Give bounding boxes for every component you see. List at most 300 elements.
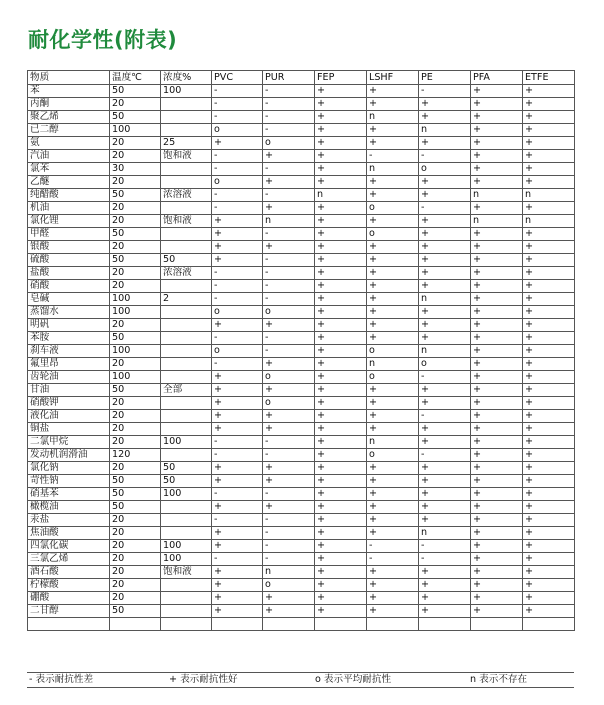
table-cell: + — [471, 527, 523, 540]
table-cell: + — [419, 579, 471, 592]
table-cell: 丙酮 — [28, 98, 110, 111]
table-cell: - — [263, 436, 315, 449]
table-cell: + — [523, 293, 575, 306]
table-cell: + — [367, 306, 419, 319]
table-cell: - — [263, 293, 315, 306]
table-cell — [523, 618, 575, 631]
table-cell: + — [315, 488, 367, 501]
table-row — [28, 319, 575, 332]
table-cell: - — [419, 150, 471, 163]
table-cell: - — [212, 267, 263, 280]
table-cell: - — [263, 267, 315, 280]
table-row — [28, 384, 575, 397]
table-cell: - — [212, 332, 263, 345]
table-cell: - — [212, 163, 263, 176]
table-cell — [161, 371, 212, 384]
table-cell: + — [315, 267, 367, 280]
table-cell: + — [315, 215, 367, 228]
table-cell: o — [263, 137, 315, 150]
table-cell: + — [367, 137, 419, 150]
table-cell: + — [523, 462, 575, 475]
table-cell: + — [471, 267, 523, 280]
table-cell: n — [263, 566, 315, 579]
table-cell: - — [263, 189, 315, 202]
table-cell: + — [471, 254, 523, 267]
table-row — [28, 176, 575, 189]
table-row — [28, 566, 575, 579]
table-cell: + — [523, 592, 575, 605]
table-cell: 硫酸 — [28, 254, 110, 267]
table-cell: + — [419, 137, 471, 150]
table-cell: + — [523, 319, 575, 332]
table-cell: + — [367, 397, 419, 410]
table-cell: n — [471, 189, 523, 202]
table-cell: + — [367, 267, 419, 280]
legend-n: n 表示不存在 — [470, 674, 528, 685]
table-cell: + — [315, 579, 367, 592]
table-cell: + — [471, 293, 523, 306]
table-cell: 汽油 — [28, 150, 110, 163]
table-cell — [161, 397, 212, 410]
table-cell: 20 — [110, 423, 161, 436]
table-cell: + — [315, 436, 367, 449]
table-cell: + — [367, 566, 419, 579]
table-cell: + — [367, 241, 419, 254]
table-cell: + — [315, 514, 367, 527]
table-cell: - — [263, 124, 315, 137]
table-cell: + — [523, 124, 575, 137]
table-cell: - — [419, 410, 471, 423]
table-cell: + — [419, 254, 471, 267]
table-cell: + — [263, 150, 315, 163]
table-cell — [161, 319, 212, 332]
table-cell: + — [367, 527, 419, 540]
table-cell: + — [471, 436, 523, 449]
table-cell: + — [523, 267, 575, 280]
table-cell — [161, 163, 212, 176]
table-cell: - — [263, 111, 315, 124]
table-cell: - — [212, 449, 263, 462]
table-cell: + — [523, 358, 575, 371]
table-cell: 二甘醇 — [28, 605, 110, 618]
table-cell: + — [471, 410, 523, 423]
table-cell: - — [263, 254, 315, 267]
table-cell: 20 — [110, 280, 161, 293]
table-cell: 发动机润滑油 — [28, 449, 110, 462]
table-cell: - — [212, 280, 263, 293]
table-cell: + — [263, 202, 315, 215]
table-cell: o — [263, 371, 315, 384]
table-cell: - — [263, 345, 315, 358]
table-cell: + — [471, 85, 523, 98]
table-cell: 50 — [110, 254, 161, 267]
table-cell: + — [367, 514, 419, 527]
column-header: LSHF — [367, 71, 419, 85]
table-cell: + — [419, 475, 471, 488]
table-cell: o — [212, 176, 263, 189]
table-cell: + — [523, 384, 575, 397]
table-cell: + — [315, 475, 367, 488]
table-cell: 20 — [110, 553, 161, 566]
table-cell: - — [212, 111, 263, 124]
table-cell: 2 — [161, 293, 212, 306]
table-cell: + — [523, 176, 575, 189]
table-cell: n — [367, 111, 419, 124]
table-row — [28, 150, 575, 163]
table-cell: + — [471, 241, 523, 254]
table-cell: + — [471, 163, 523, 176]
table-cell: - — [263, 527, 315, 540]
table-row — [28, 189, 575, 202]
table-row — [28, 254, 575, 267]
table-cell: + — [367, 605, 419, 618]
table-cell: + — [471, 319, 523, 332]
table-cell — [28, 618, 110, 631]
column-header: 浓度% — [161, 71, 212, 85]
table-cell: + — [471, 202, 523, 215]
table-row — [28, 345, 575, 358]
table-row — [28, 358, 575, 371]
table-cell: + — [367, 488, 419, 501]
table-row — [28, 215, 575, 228]
table-cell: - — [212, 553, 263, 566]
table-cell: + — [263, 384, 315, 397]
table-cell: - — [212, 98, 263, 111]
table-cell: 聚乙烯 — [28, 111, 110, 124]
table-cell: + — [471, 449, 523, 462]
table-cell: - — [212, 85, 263, 98]
table-cell: + — [263, 475, 315, 488]
table-cell: 20 — [110, 202, 161, 215]
table-cell: - — [367, 553, 419, 566]
table-cell: 硼酸 — [28, 592, 110, 605]
table-cell: 20 — [110, 592, 161, 605]
table-cell: + — [471, 605, 523, 618]
table-cell: + — [419, 501, 471, 514]
table-cell — [161, 579, 212, 592]
table-cell: + — [471, 371, 523, 384]
table-cell: + — [471, 384, 523, 397]
table-cell: + — [471, 488, 523, 501]
table-row — [28, 475, 575, 488]
table-row — [28, 293, 575, 306]
table-row — [28, 410, 575, 423]
table-cell: + — [367, 410, 419, 423]
table-cell: + — [212, 462, 263, 475]
table-cell: 50 — [110, 332, 161, 345]
table-cell: n — [367, 163, 419, 176]
table-cell: 20 — [110, 98, 161, 111]
table-cell: + — [367, 462, 419, 475]
table-cell: 100 — [161, 436, 212, 449]
table-cell: + — [367, 280, 419, 293]
table-cell: 50 — [110, 475, 161, 488]
table-cell: + — [523, 540, 575, 553]
table-cell: + — [523, 280, 575, 293]
table-cell: - — [367, 150, 419, 163]
table-cell: 100 — [161, 85, 212, 98]
table-cell: 饱和液 — [161, 215, 212, 228]
table-cell: - — [212, 189, 263, 202]
table-cell: + — [471, 475, 523, 488]
table-cell: - — [263, 553, 315, 566]
table-row — [28, 332, 575, 345]
table-cell: 氯化锂 — [28, 215, 110, 228]
table-cell: + — [471, 98, 523, 111]
table-cell — [471, 618, 523, 631]
table-cell — [161, 345, 212, 358]
table-cell: n — [523, 189, 575, 202]
table-cell: o — [419, 358, 471, 371]
table-cell: + — [471, 579, 523, 592]
table-cell — [161, 202, 212, 215]
column-header: PFA — [471, 71, 523, 85]
table-cell: 50 — [110, 488, 161, 501]
table-cell: o — [367, 202, 419, 215]
table-cell: + — [419, 280, 471, 293]
table-cell: + — [523, 410, 575, 423]
table-cell: - — [212, 202, 263, 215]
table-cell: + — [315, 280, 367, 293]
table-cell: 苯胺 — [28, 332, 110, 345]
table-cell: + — [367, 332, 419, 345]
table-cell: - — [419, 553, 471, 566]
table-cell: + — [263, 592, 315, 605]
table-cell: + — [315, 124, 367, 137]
table-row — [28, 306, 575, 319]
table-cell: + — [367, 475, 419, 488]
table-cell: o — [419, 163, 471, 176]
table-cell: + — [315, 358, 367, 371]
table-cell: 20 — [110, 436, 161, 449]
table-cell: - — [419, 449, 471, 462]
table-cell: n — [419, 124, 471, 137]
table-cell: + — [315, 462, 367, 475]
table-cell: + — [367, 176, 419, 189]
table-cell: + — [367, 124, 419, 137]
table-cell: 20 — [110, 579, 161, 592]
table-row — [28, 98, 575, 111]
table-cell: 氨 — [28, 137, 110, 150]
table-cell — [212, 618, 263, 631]
table-cell: + — [523, 371, 575, 384]
table-cell: + — [315, 449, 367, 462]
table-cell: 100 — [161, 540, 212, 553]
table-cell: n — [523, 215, 575, 228]
table-cell: + — [419, 592, 471, 605]
table-cell: + — [315, 410, 367, 423]
table-cell — [161, 410, 212, 423]
table-cell: + — [212, 384, 263, 397]
table-cell: + — [523, 241, 575, 254]
table-cell: 50 — [161, 254, 212, 267]
table-row — [28, 618, 575, 631]
table-cell: + — [212, 137, 263, 150]
table-cell: + — [212, 241, 263, 254]
table-cell: + — [523, 423, 575, 436]
table-cell: 50 — [110, 111, 161, 124]
table-cell: + — [263, 501, 315, 514]
table-cell — [161, 592, 212, 605]
table-cell: + — [367, 384, 419, 397]
table-cell: + — [471, 566, 523, 579]
table-cell: + — [471, 540, 523, 553]
table-cell: 浓溶液 — [161, 267, 212, 280]
table-cell: + — [523, 111, 575, 124]
table-cell: 20 — [110, 176, 161, 189]
table-cell — [263, 618, 315, 631]
table-row — [28, 267, 575, 280]
table-cell: 四氯化碳 — [28, 540, 110, 553]
table-cell: + — [315, 332, 367, 345]
table-row — [28, 137, 575, 150]
table-cell: + — [523, 150, 575, 163]
table-cell: + — [471, 423, 523, 436]
table-cell: + — [419, 514, 471, 527]
table-cell: + — [419, 605, 471, 618]
table-cell: + — [471, 345, 523, 358]
table-cell: 100 — [110, 124, 161, 137]
table-row — [28, 579, 575, 592]
table-cell: + — [315, 306, 367, 319]
table-cell: 苯 — [28, 85, 110, 98]
table-cell: + — [367, 98, 419, 111]
table-cell: + — [471, 176, 523, 189]
table-cell: - — [419, 85, 471, 98]
table-cell: + — [471, 332, 523, 345]
table-cell: + — [315, 150, 367, 163]
table-cell: n — [471, 215, 523, 228]
table-cell: + — [315, 592, 367, 605]
table-cell: + — [523, 98, 575, 111]
table-cell: 20 — [110, 410, 161, 423]
table-cell: n — [263, 215, 315, 228]
table-cell: + — [315, 527, 367, 540]
table-cell: - — [263, 280, 315, 293]
table-row — [28, 124, 575, 137]
table-cell: + — [315, 111, 367, 124]
table-cell: 20 — [110, 150, 161, 163]
table-cell: 饱和液 — [161, 566, 212, 579]
table-cell: + — [523, 306, 575, 319]
table-cell: + — [471, 592, 523, 605]
table-cell: 甲醛 — [28, 228, 110, 241]
table-cell: + — [471, 553, 523, 566]
table-cell: o — [212, 124, 263, 137]
table-cell: o — [367, 449, 419, 462]
table-cell: 100 — [110, 371, 161, 384]
table-cell: - — [212, 293, 263, 306]
table-cell — [161, 605, 212, 618]
table-cell: + — [367, 189, 419, 202]
table-cell: 20 — [110, 397, 161, 410]
table-cell: + — [212, 579, 263, 592]
table-cell: + — [471, 137, 523, 150]
table-row — [28, 228, 575, 241]
table-cell: 100 — [110, 345, 161, 358]
table-row — [28, 553, 575, 566]
table-cell: + — [212, 527, 263, 540]
table-row — [28, 449, 575, 462]
table-cell: 二氯甲烷 — [28, 436, 110, 449]
table-cell: + — [471, 150, 523, 163]
table-cell: + — [523, 397, 575, 410]
table-cell: + — [212, 592, 263, 605]
table-cell: + — [523, 605, 575, 618]
table-cell: + — [523, 332, 575, 345]
chemical-resistance-table — [27, 70, 575, 631]
table-row — [28, 397, 575, 410]
table-cell: + — [212, 566, 263, 579]
table-cell: n — [315, 189, 367, 202]
table-cell: + — [315, 553, 367, 566]
table-row — [28, 501, 575, 514]
table-cell: + — [367, 254, 419, 267]
table-cell: + — [523, 579, 575, 592]
table-cell: - — [212, 358, 263, 371]
table-row — [28, 514, 575, 527]
table-cell: + — [419, 488, 471, 501]
table-cell: 焦油酸 — [28, 527, 110, 540]
table-cell: 100 — [161, 488, 212, 501]
table-cell: + — [523, 514, 575, 527]
table-row — [28, 241, 575, 254]
table-cell: + — [367, 85, 419, 98]
table-cell: + — [212, 475, 263, 488]
table-cell — [161, 306, 212, 319]
table-cell: 硝基苯 — [28, 488, 110, 501]
table-cell: + — [263, 176, 315, 189]
table-cell: + — [471, 228, 523, 241]
table-cell: 50 — [110, 189, 161, 202]
table-cell: + — [419, 111, 471, 124]
table-cell: + — [419, 215, 471, 228]
table-row — [28, 85, 575, 98]
table-cell: + — [523, 436, 575, 449]
table-row — [28, 371, 575, 384]
table-cell: - — [212, 436, 263, 449]
table-cell: + — [315, 371, 367, 384]
table-cell: + — [523, 137, 575, 150]
table-cell: + — [471, 111, 523, 124]
table-cell: + — [315, 241, 367, 254]
table-cell: - — [263, 98, 315, 111]
table-cell: 苛性钠 — [28, 475, 110, 488]
table-cell: - — [419, 371, 471, 384]
table-row — [28, 462, 575, 475]
table-cell: 100 — [110, 306, 161, 319]
table-cell: + — [315, 176, 367, 189]
table-cell: + — [523, 345, 575, 358]
table-cell: 甘油 — [28, 384, 110, 397]
table-cell — [161, 241, 212, 254]
table-cell: + — [315, 202, 367, 215]
table-row — [28, 488, 575, 501]
table-cell: - — [212, 488, 263, 501]
table-cell — [110, 618, 161, 631]
table-cell: o — [263, 397, 315, 410]
table-cell: - — [263, 449, 315, 462]
table-cell: 50 — [161, 475, 212, 488]
column-header: 物质 — [28, 71, 110, 85]
table-cell: + — [212, 397, 263, 410]
table-cell: 饱和液 — [161, 150, 212, 163]
table-row — [28, 436, 575, 449]
table-cell — [161, 618, 212, 631]
table-cell: + — [419, 189, 471, 202]
column-header: 温度℃ — [110, 71, 161, 85]
table-cell — [161, 228, 212, 241]
